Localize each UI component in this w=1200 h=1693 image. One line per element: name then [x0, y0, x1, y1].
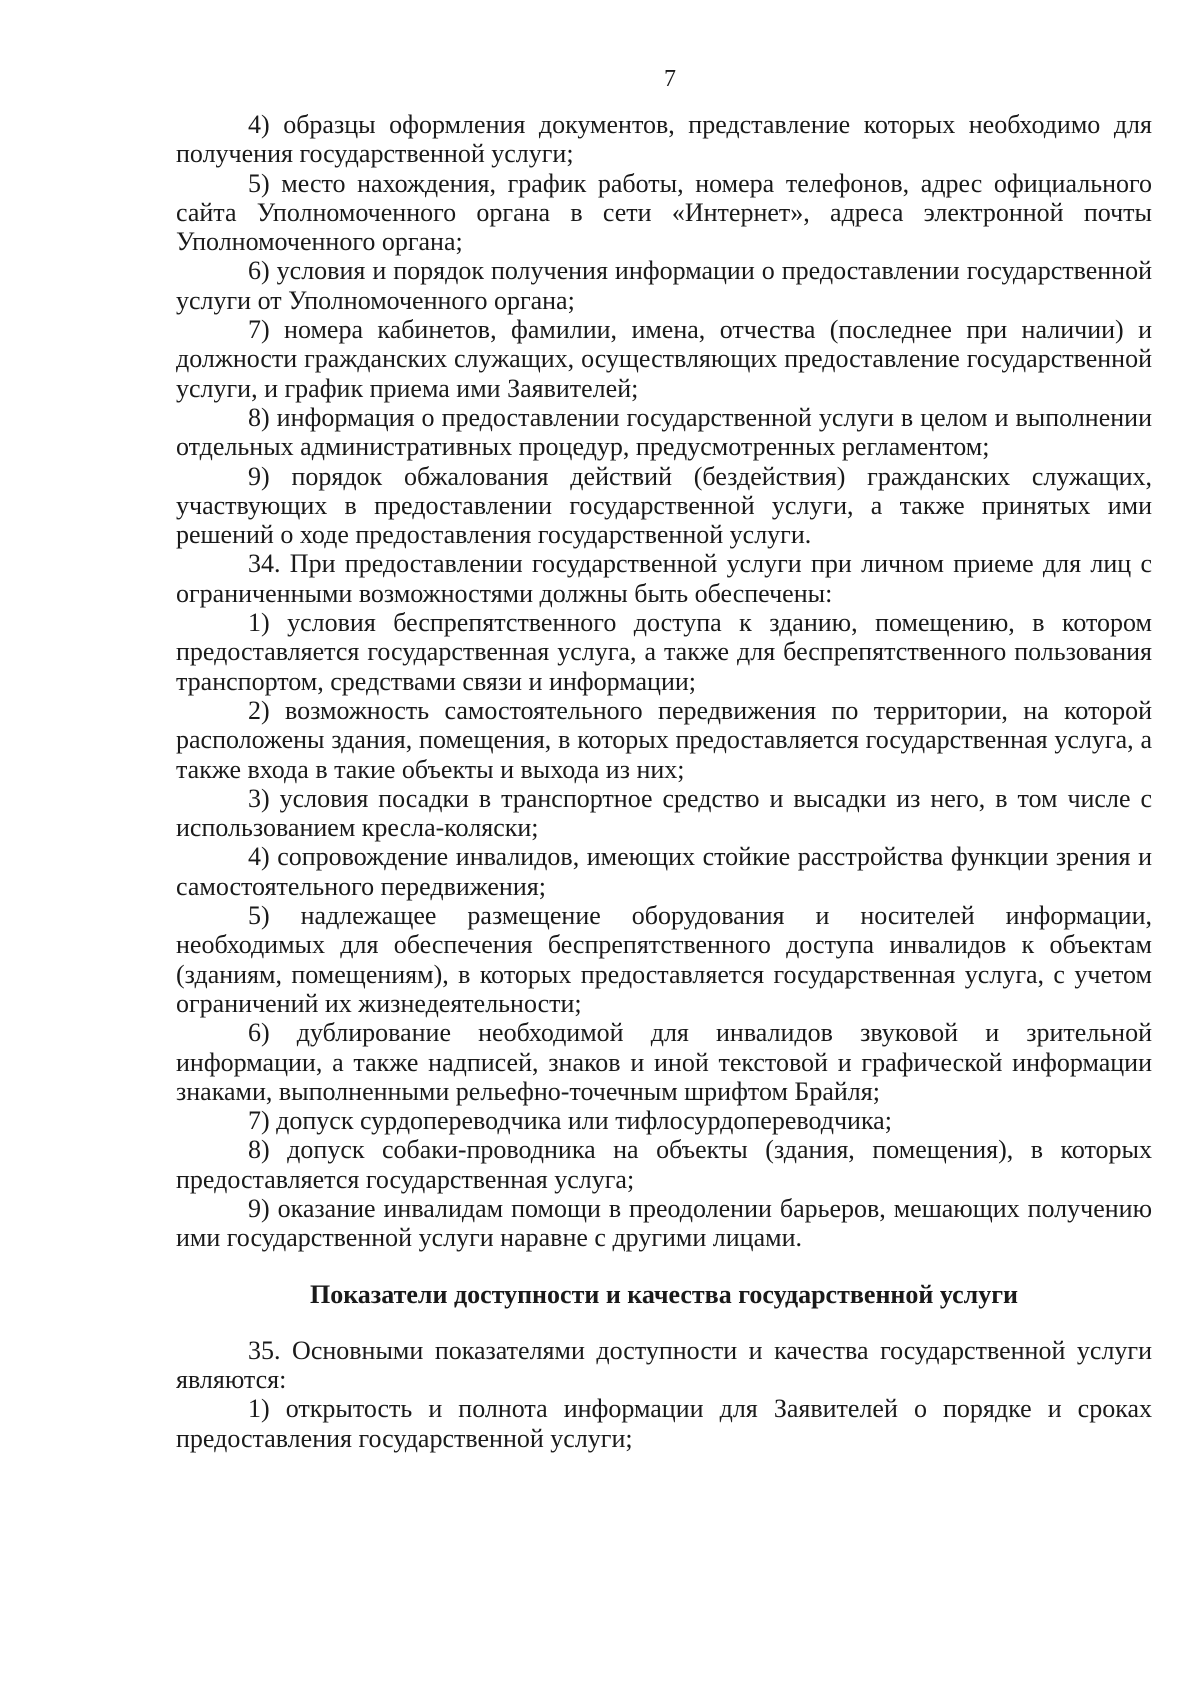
- section-heading: Показатели доступности и качества государственной услуги: [309, 1279, 1019, 1309]
- paragraph-34-item-5: 5) надлежащее размещение оборудования и носителей информации, необходимых для обеспечения беспрепятственного доступа инвалидов к объектам (зданиям, помещениям), в которых предоставляется государственная услуга, с учетом ограничений их жизнедеятельности;: [176, 901, 1152, 1018]
- paragraph-34-item-7: 7) допуск сурдопереводчика или тифлосурдопереводчика;: [248, 1106, 892, 1136]
- paragraph-item-9-appeal: 9) порядок обжалования действий (бездействия) гражданских служащих, участвующих в предоставлении государственной услуги, а также принятых ими решений о ходе предоставления государственной услуги.: [176, 461, 1152, 550]
- paragraph-item-4-samples: 4) образцы оформления документов, представление которых необходимо для получения государственной услуги;: [176, 110, 1152, 169]
- paragraph-item-5-location: 5) место нахождения, график работы, номера телефонов, адрес официального сайта Уполномоченного органа в сети «Интернет», адреса электронной почты Уполномоченного органа;: [176, 168, 1152, 257]
- paragraph-section-35: 35. Основными показателями доступности и качества государственной услуги являются:: [176, 1335, 1152, 1395]
- page-number: 7: [664, 66, 676, 92]
- document-body: [176, 110, 1152, 1453]
- paragraph-34-item-2: 2) возможность самостоятельного передвижения по территории, на которой расположены здания, помещения, в которых предоставляется государственная услуга, а также входа в такие объекты и выхода из них;: [176, 695, 1152, 784]
- paragraph-35-item-1: 1) открытость и полнота информации для Заявителей о порядке и сроках предоставления государственной услуги;: [176, 1394, 1152, 1453]
- paragraph-item-8-information: 8) информация о предоставлении государственной услуги в целом и выполнении отдельных административных процедур, предусмотренных регламентом;: [176, 402, 1152, 462]
- paragraph-item-7-offices: 7) номера кабинетов, фамилии, имена, отчества (последнее при наличии) и должности гражданских служащих, осуществляющих предоставление государственной услуги, и график приема ими Заявителей;: [176, 315, 1152, 403]
- paragraph-34-item-1: 1) условия беспрепятственного доступа к зданию, помещению, в котором предоставляется государственная услуга, а также для беспрепятственного пользования транспортом, средствами связи и информации;: [176, 608, 1152, 696]
- paragraph-34-item-8: 8) допуск собаки-проводника на объекты (здания, помещения), в которых предоставляется государственная услуга;: [176, 1135, 1152, 1194]
- paragraph-34-item-4: 4) сопровождение инвалидов, имеющих стойкие расстройства функции зрения и самостоятельного передвижения;: [176, 842, 1152, 901]
- paragraph-section-34: 34. При предоставлении государственной услуги при личном приеме для лиц с ограниченными возможностями должны быть обеспечены:: [176, 549, 1152, 608]
- paragraph-item-6-conditions: 6) условия и порядок получения информации о предоставлении государственной услуги от Уполномоченного органа;: [176, 256, 1152, 315]
- paragraph-34-item-6: 6) дублирование необходимой для инвалидов звуковой и зрительной информации, а также надписей, знаков и иной текстовой и графической информации знаками, выполненными рельефно-точечным шрифтом Брайля;: [176, 1018, 1152, 1106]
- paragraph-34-item-9: 9) оказание инвалидам помощи в преодолении барьеров, мешающих получению ими государственной услуги наравне с другими лицами.: [176, 1193, 1152, 1253]
- paragraph-34-item-3: 3) условия посадки в транспортное средство и высадки из него, в том числе с использованием кресла-коляски;: [176, 783, 1152, 843]
